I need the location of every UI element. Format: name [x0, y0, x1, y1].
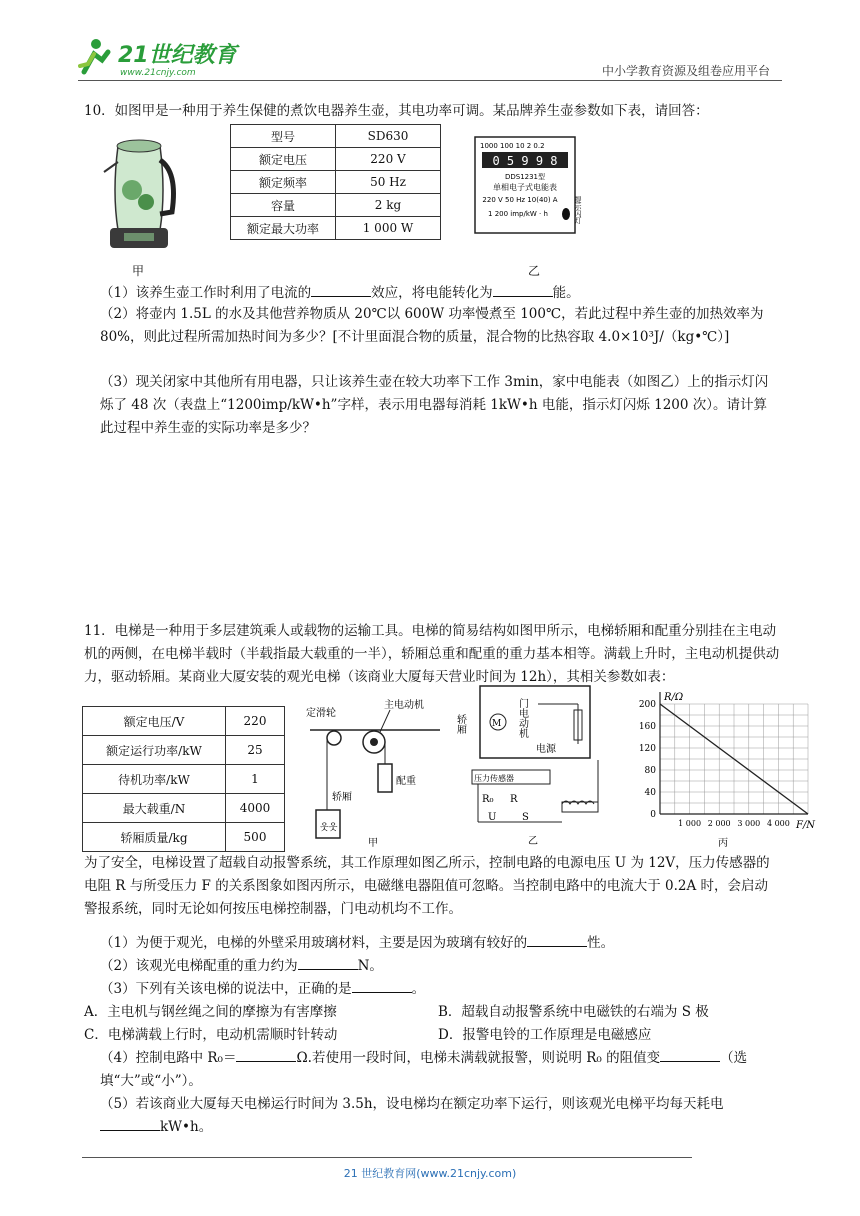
svg-text:轿厢: 轿厢 [332, 792, 352, 803]
answer-blank[interactable] [352, 978, 412, 993]
y-tick-label: 160 [638, 722, 656, 732]
svg-text:0 5 9 9 8: 0 5 9 9 8 [492, 154, 558, 168]
kettle-spec-table [230, 124, 441, 240]
table-cell: 500 [226, 823, 285, 852]
table-row [231, 125, 441, 148]
svg-text:DDS1231型: DDS1231型 [504, 173, 546, 181]
y-tick-label: 80 [644, 766, 656, 776]
svg-text:R₀: R₀ [482, 794, 494, 805]
elevator-spec-table [82, 706, 285, 852]
answer-blank[interactable] [100, 1116, 160, 1131]
table-row [231, 171, 441, 194]
answer-blank[interactable] [660, 1047, 720, 1062]
q11-part1: （1）为便于观光，电梯的外壁采用玻璃材料，主要是因为玻璃有较好的 性。 [100, 932, 780, 955]
table-cell: 1 [226, 765, 285, 794]
svg-text:220 V 50 Hz 10(40) A: 220 V 50 Hz 10(40) A [482, 196, 558, 204]
table-cell: 容量 [231, 194, 336, 217]
svg-text:甲: 甲 [368, 838, 378, 849]
svg-text:电源: 电源 [536, 744, 556, 755]
svg-text:门电动机: 门电动机 [516, 698, 528, 738]
table-cell: 额定频率 [231, 171, 336, 194]
x-tick-label: 4 000 [766, 819, 790, 828]
table-row [231, 217, 441, 240]
q11-part5: （5）若该商业大厦每天电梯运行时间为 3.5h，设电梯均在额定功率下运行，则该观光电梯平均每天耗电kW•h。 [100, 1096, 724, 1135]
alarm-circuit-diagram [454, 684, 614, 848]
platform-name: 中小学教育资源及组卷应用平台 [601, 64, 770, 78]
svg-text:乙: 乙 [528, 836, 538, 847]
svg-text:S: S [522, 812, 529, 823]
table-cell: 25 [226, 736, 285, 765]
table-cell: 待机功率/kW [83, 765, 226, 794]
q11-part4: （4）控制电路中 R₀＝ Ω.若使用一段时间，电梯未满载就报警，则说明 R₀ 的阻值变 （选填“大”或“小”）。 [100, 1047, 780, 1093]
table-row [83, 823, 285, 852]
runner-icon [80, 39, 108, 72]
fig-jia-caption: 甲 [132, 264, 145, 278]
answer-blank[interactable] [493, 282, 553, 297]
table-cell: 轿厢质量/kg [83, 823, 226, 852]
svg-text:M: M [492, 719, 502, 729]
y-axis-label: R/Ω [664, 692, 684, 703]
table-cell: SD630 [336, 125, 441, 148]
option-c: C．电梯满载上行时，电动机需顺时针转动 [84, 1027, 338, 1043]
kettle-image [98, 132, 180, 254]
y-tick-label: 40 [644, 788, 656, 798]
y-tick-label: 0 [650, 810, 656, 820]
resistance-force-graph [620, 688, 820, 850]
table-cell: 最大载重/N [83, 794, 226, 823]
svg-text:轿厢: 轿厢 [454, 714, 466, 734]
table-row [83, 707, 285, 736]
table-row [83, 736, 285, 765]
option-b: B．超载自动报警系统中电磁铁的右端为 S 极 [438, 1004, 709, 1020]
svg-text:1 200 imp/kW · h: 1 200 imp/kW · h [488, 210, 548, 218]
site-logo [78, 34, 248, 78]
q11-stem: 11．电梯是一种用于多层建筑乘人或载物的运输工具。电梯的简易结构如图甲所示，电梯轿厢和配重分别挂在主电动机的两侧，在电梯半载时（半载指最大载重的一半），轿厢总重和配重的重力基本相等。满载上升时，主电动机提供动力，驱动轿厢。某商业大厦安装的观光电梯（该商业大厦每天营业时间为 12h），其相关参数如表： [84, 623, 780, 685]
x-tick-label: 3 000 [737, 819, 761, 828]
svg-text:提示闪灯: 提示闪灯 [574, 196, 582, 224]
q10-part2: （2）将壶内 1.5L 的水及其他营养物质从 20℃以 600W 功率慢煮至 100℃，若此过程中养生壶的加热效率为 80%，则此过程所需加热时间为多少？[不计里面混合物的质量，混合物的比热容取 4.0×10³J/（kg•℃）] [100, 306, 764, 345]
svg-text:主电动机: 主电动机 [384, 700, 424, 711]
q10-stem: 10．如图甲是一种用于养生保健的煮饮电器养生壶，其电功率可调。某品牌养生壶参数如下表，请回答： [84, 103, 709, 119]
table-cell: 额定最大功率 [231, 217, 336, 240]
table-cell: 额定电压 [231, 148, 336, 171]
footer-divider [82, 1157, 692, 1158]
answer-blank[interactable] [236, 1047, 296, 1062]
option-d: D．报警电铃的工作原理是电磁感应 [438, 1027, 652, 1043]
energy-meter-image [474, 136, 586, 236]
table-cell: 50 Hz [336, 171, 441, 194]
svg-text:配重: 配重 [396, 776, 416, 787]
fig-yi-caption: 乙 [528, 264, 541, 278]
x-tick-label: 2 000 [707, 819, 731, 828]
footer-text: 21 世纪教育网(www.21cnjy.com) [343, 1167, 517, 1180]
table-cell: 220 [226, 707, 285, 736]
svg-text:21世纪教育: 21世纪教育 [118, 43, 237, 68]
fig-bing-caption: 丙 [718, 838, 728, 849]
table-cell: 4000 [226, 794, 285, 823]
x-tick-label: 1 000 [678, 819, 702, 828]
svg-text:压力传感器: 压力传感器 [474, 774, 514, 783]
q10-part3: （3）现关闭家中其他所有用电器，只让该养生壶在较大功率下工作 3min，家中电能表（如图乙）上的指示灯闪烁了 48 次（表盘上“1200imp/kW•h”字样，表示用电器每消耗 1kW•h 电能，指示灯闪烁 1200 次）。请计算此过程中养生壶的实际功率是多少？ [100, 374, 769, 436]
table-cell: 220 V [336, 148, 441, 171]
table-cell: 2 kg [336, 194, 441, 217]
table-row [231, 148, 441, 171]
y-tick-label: 200 [638, 700, 656, 710]
table-cell: 1 000 W [336, 217, 441, 240]
svg-text:R: R [510, 794, 518, 805]
option-a: A．主电机与钢丝绳之间的摩擦为有害摩擦 [84, 1004, 337, 1020]
answer-blank[interactable] [527, 932, 587, 947]
svg-text:U: U [488, 812, 497, 823]
table-cell: 额定运行功率/kW [83, 736, 226, 765]
q11-part2: （2）该观光电梯配重的重力约为 N。 [100, 955, 780, 978]
y-tick-label: 120 [638, 744, 656, 754]
svg-text:1000 100 10 2 0.2: 1000 100 10 2 0.2 [480, 142, 545, 150]
q11-part3: （3）下列有关该电梯的说法中，正确的是 。 [100, 978, 780, 1001]
svg-text:定滑轮: 定滑轮 [306, 708, 336, 719]
svg-text:웃웃: 웃웃 [320, 823, 338, 833]
table-cell: 额定电压/V [83, 707, 226, 736]
table-row [83, 765, 285, 794]
table-row [83, 794, 285, 823]
svg-text:www.21cnjy.com: www.21cnjy.com [120, 68, 196, 78]
answer-blank[interactable] [298, 955, 358, 970]
table-cell: 型号 [231, 125, 336, 148]
x-axis-label: F/N [796, 820, 816, 831]
elevator-structure-diagram [300, 690, 450, 848]
header-divider [78, 80, 782, 81]
answer-blank[interactable] [311, 282, 371, 297]
table-row [231, 194, 441, 217]
q11-para2: 为了安全，电梯设置了超载自动报警系统，其工作原理如图乙所示，控制电路的电源电压 U 为 12V，压力传感器的电阻 R 与所受压力 F 的关系图象如图丙所示，电磁继电器阻值可忽略。当控制电路中的电流大于 0.2A 时，会启动警报系统，同时无论如何按压电梯控制器，门电动机均不工作。 [84, 855, 770, 917]
svg-text:单相电子式电能表: 单相电子式电能表 [493, 183, 557, 192]
q10-part1: （1）该养生壶工作时利用了电流的 效应，将电能转化为 能。 [100, 282, 780, 305]
